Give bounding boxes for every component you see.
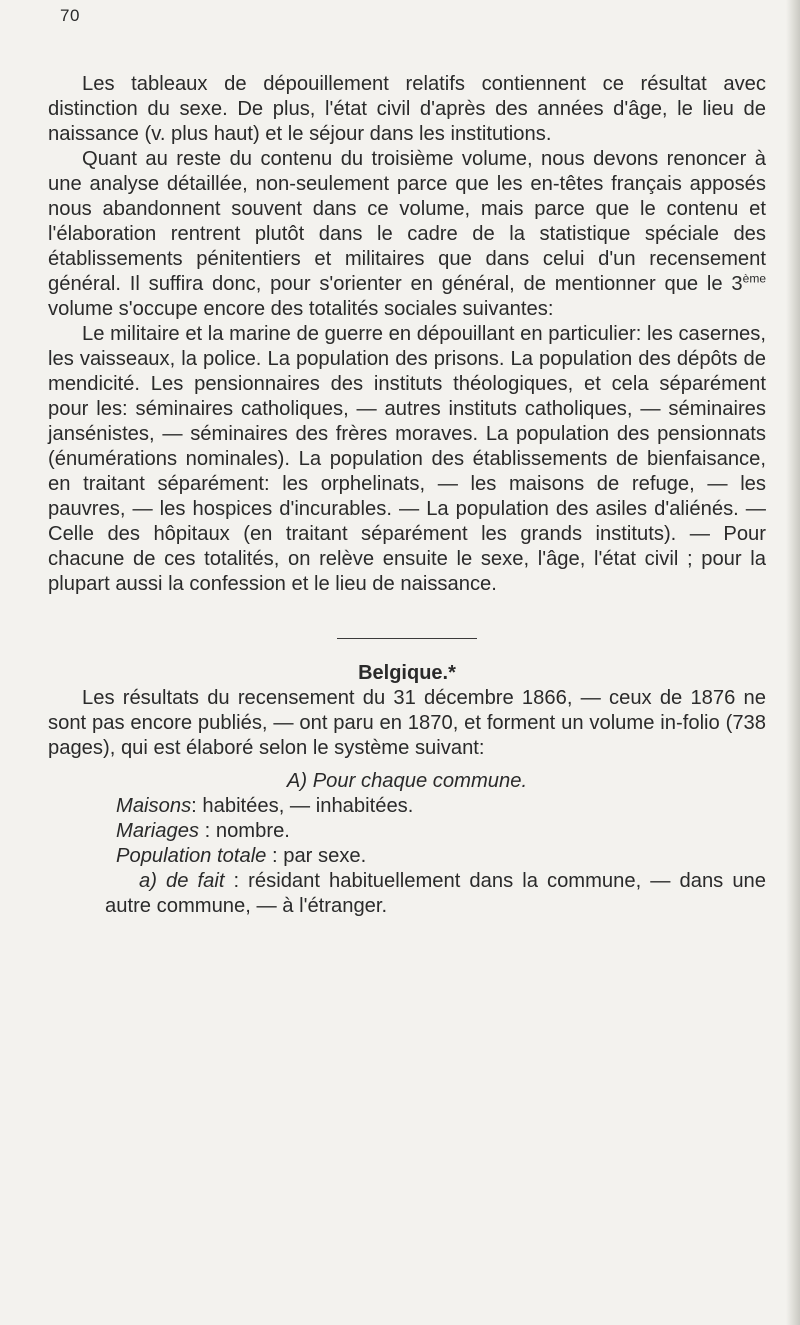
page-edge-shadow — [786, 0, 800, 1325]
sub-heading-letter: A) — [286, 770, 308, 792]
document-body — [48, 72, 766, 919]
list-item-mariages — [48, 819, 766, 844]
section-intro: Les résultats du recensement du 31 décembre 1866, — ceux de 1876 ne sont pas encore publiés, — ont paru en 1870, et forment un volume in-folio (738 pages), qui est élaboré selon le système suivant: — [48, 687, 766, 759]
paragraph-3: Le militaire et la marine de guerre en dépouillant en particulier: les casernes, les vaisseaux, la police. La population des prisons. La population des dépôts de mendicité. Les pensionnaires des instituts théologiques, et cela séparément pour les: séminaires catholiques, — autres instituts catholiques, — séminaires jansénistes, — séminaires des frères moraves. La population des pensionnats (énumérations nominales). La population des établissements de bienfaisance, en traitant séparément: les orphelinats, — les maisons de refuge, — les pauvres, — les hospices d'incurables. — La population des asiles d'aliénés. — Celle des hôpitaux (en traitant séparément les grands instituts). — Pour chacune de ces totalités, on relève ensuite le sexe, l'âge, l'état civil ; pour la plupart aussi la confession et le lieu de naissance. — [48, 323, 766, 595]
sub-heading-text: Pour chaque commune. — [312, 770, 528, 792]
section-title: Belgique.* — [358, 662, 456, 684]
list-subitem-letter: a) — [139, 870, 157, 892]
list-item-text: : nombre. — [199, 820, 290, 842]
list-subitem-text: : résidant habituellement dans la commune, — dans une autre commune, — à l'étranger. — [105, 870, 767, 917]
list-subitem-de-fait — [48, 869, 766, 919]
list-item-label: Maisons — [116, 795, 192, 817]
sub-heading — [48, 769, 766, 794]
list-item-label: Mariages — [116, 820, 200, 842]
paragraph-2-text: Quant au reste du contenu du troisième volume, nous devons renoncer à une analyse détaillée, non-seulement parce que les en-têtes français apposés nous abandonnent souvent dans ce volume, mais parce que le contenu et l'élaboration rentrent plutôt dans le cadre de la statistique spéciale des établissements pénitentiers et militaires que dans celui d'un recensement général. Il suffira donc, pour s'orienter en général, de mentionner que le 3 — [48, 148, 766, 295]
list-item-text: : par sexe. — [266, 845, 367, 867]
paragraph-2-text-end: volume s'occupe encore des totalités sociales suivantes: — [48, 298, 554, 320]
list-item-text: : habitées, — inhabitées. — [191, 795, 414, 817]
list-item-population — [48, 844, 766, 869]
page-number: 70 — [60, 6, 80, 25]
paragraph-2 — [48, 147, 766, 322]
ordinal-superscript: ème — [742, 271, 766, 286]
list-subitem-label: de fait — [166, 870, 225, 892]
section-divider — [337, 638, 477, 639]
list-item-maisons — [48, 794, 766, 819]
list-item-label: Population totale — [116, 845, 267, 867]
paragraph-1: Les tableaux de dépouillement relatifs contiennent ce résultat avec distinction du sexe. De plus, l'état civil d'après des années d'âge, le lieu de naissance (v. plus haut) et le séjour dans les institutions. — [48, 73, 766, 145]
